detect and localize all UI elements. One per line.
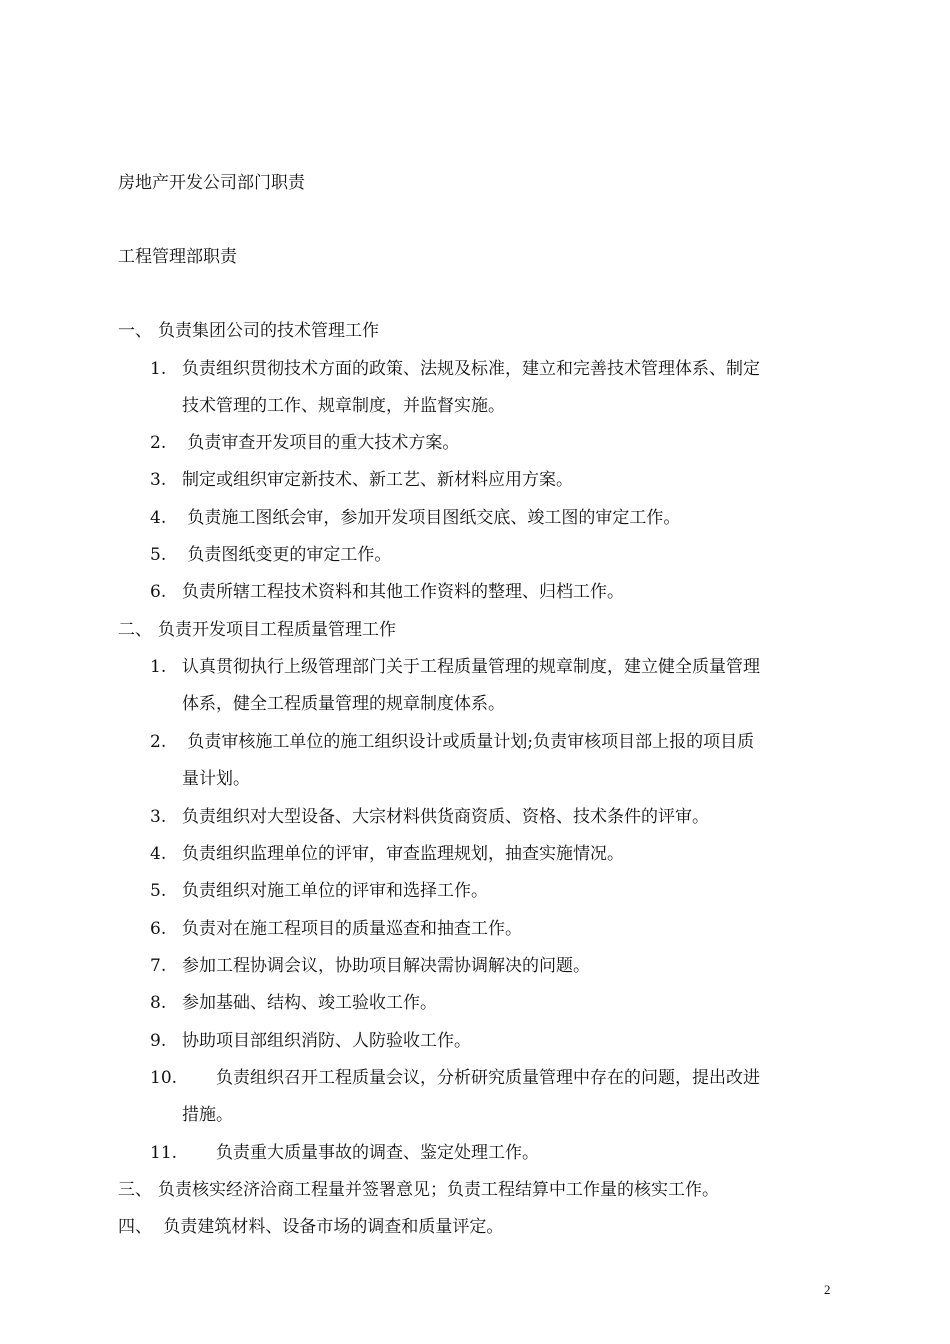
list-item (150, 806, 709, 828)
list-item (150, 731, 754, 753)
list-item (150, 918, 522, 940)
item-number: 6. (150, 582, 167, 602)
item-text: 负责组织贯彻技术方面的政策、法规及标准，建立和完善技术管理体系、制定 (182, 359, 760, 379)
section-number: 四、 (118, 1217, 152, 1237)
page-number: 2 (824, 1282, 831, 1297)
item-text: 负责对在施工程项目的质量巡查和抽查工作。 (182, 919, 522, 939)
item-text: 负责组织对施工单位的评审和选择工作。 (182, 881, 488, 901)
list-item (150, 432, 459, 454)
item-text: 参加工程协调会议，协助项目解决需协调解决的问题。 (182, 956, 590, 976)
section-heading (118, 320, 379, 342)
item-text: 负责审核施工单位的施工组织设计或质量计划;负责审核项目部上报的项目质 (182, 732, 755, 752)
item-number: 4. (150, 844, 167, 864)
section-heading (118, 619, 396, 641)
item-number: 2. (150, 732, 167, 752)
section-text: 负责开发项目工程质量管理工作 (158, 620, 396, 640)
section-text: 负责集团公司的技术管理工作 (158, 321, 379, 341)
item-number: 3. (150, 807, 167, 827)
item-text: 负责重大质量事故的调查、鉴定处理工作。 (216, 1143, 539, 1163)
list-item (150, 880, 488, 902)
item-text: 负责组织召开工程质量会议，分析研究质量管理中存在的问题，提出改进 (216, 1068, 760, 1088)
item-number: 3. (150, 470, 167, 490)
item-number: 5. (150, 881, 167, 901)
list-item (150, 1142, 539, 1164)
item-text: 负责施工图纸会审，参加开发项目图纸交底、竣工图的审定工作。 (182, 508, 681, 528)
list-item (150, 581, 624, 603)
item-text: 负责图纸变更的审定工作。 (182, 545, 392, 565)
section-text: 负责建筑材料、设备市场的调查和质量评定。 (158, 1217, 504, 1237)
item-number: 4. (150, 508, 167, 528)
item-text: 负责审查开发项目的重大技术方案。 (182, 433, 460, 453)
item-number: 1. (150, 657, 167, 677)
item-text-continued: 措施。 (182, 1105, 233, 1125)
list-item (150, 544, 391, 566)
item-text-continued: 量计划。 (182, 769, 250, 789)
list-item (150, 507, 680, 529)
item-text: 认真贯彻执行上级管理部门关于工程质量管理的规章制度，建立健全质量管理 (182, 657, 760, 677)
section-text: 负责核实经济洽商工程量并签署意见；负责工程结算中工作量的核实工作。 (158, 1180, 719, 1200)
section-number: 三、 (118, 1180, 152, 1200)
item-number: 8. (150, 993, 167, 1013)
item-number: 11. (150, 1143, 178, 1163)
item-number: 9. (150, 1031, 167, 1051)
item-text: 参加基础、结构、竣工验收工作。 (182, 993, 437, 1013)
list-item (150, 992, 437, 1014)
department-title: 工程管理部职责 (118, 247, 237, 267)
item-text: 负责组织监理单位的评审，审查监理规划，抽查实施情况。 (182, 844, 624, 864)
item-text: 负责组织对大型设备、大宗材料供货商资质、资格、技术条件的评审。 (182, 807, 709, 827)
list-item (150, 1030, 471, 1052)
list-item (150, 1067, 760, 1089)
item-number: 2. (150, 433, 167, 453)
item-text-continued: 体系，健全工程质量管理的规章制度体系。 (182, 694, 505, 714)
list-item (150, 358, 760, 380)
item-text: 负责所辖工程技术资料和其他工作资料的整理、归档工作。 (182, 582, 624, 602)
item-number: 1. (150, 359, 167, 379)
item-number: 10. (150, 1068, 178, 1088)
section-number: 二、 (118, 620, 152, 640)
section-number: 一、 (118, 321, 152, 341)
document-title: 房地产开发公司部门职责 (118, 173, 305, 193)
item-text-continued: 技术管理的工作、规章制度，并监督实施。 (182, 396, 505, 416)
item-text: 协助项目部组织消防、人防验收工作。 (182, 1031, 471, 1051)
item-text: 制定或组织审定新技术、新工艺、新材料应用方案。 (182, 470, 573, 490)
item-number: 7. (150, 956, 167, 976)
item-number: 6. (150, 919, 167, 939)
list-item (150, 955, 590, 977)
section-heading (118, 1179, 719, 1201)
list-item (150, 843, 624, 865)
section-heading (118, 1216, 503, 1238)
list-item (150, 469, 573, 491)
item-number: 5. (150, 545, 167, 565)
list-item (150, 656, 760, 678)
